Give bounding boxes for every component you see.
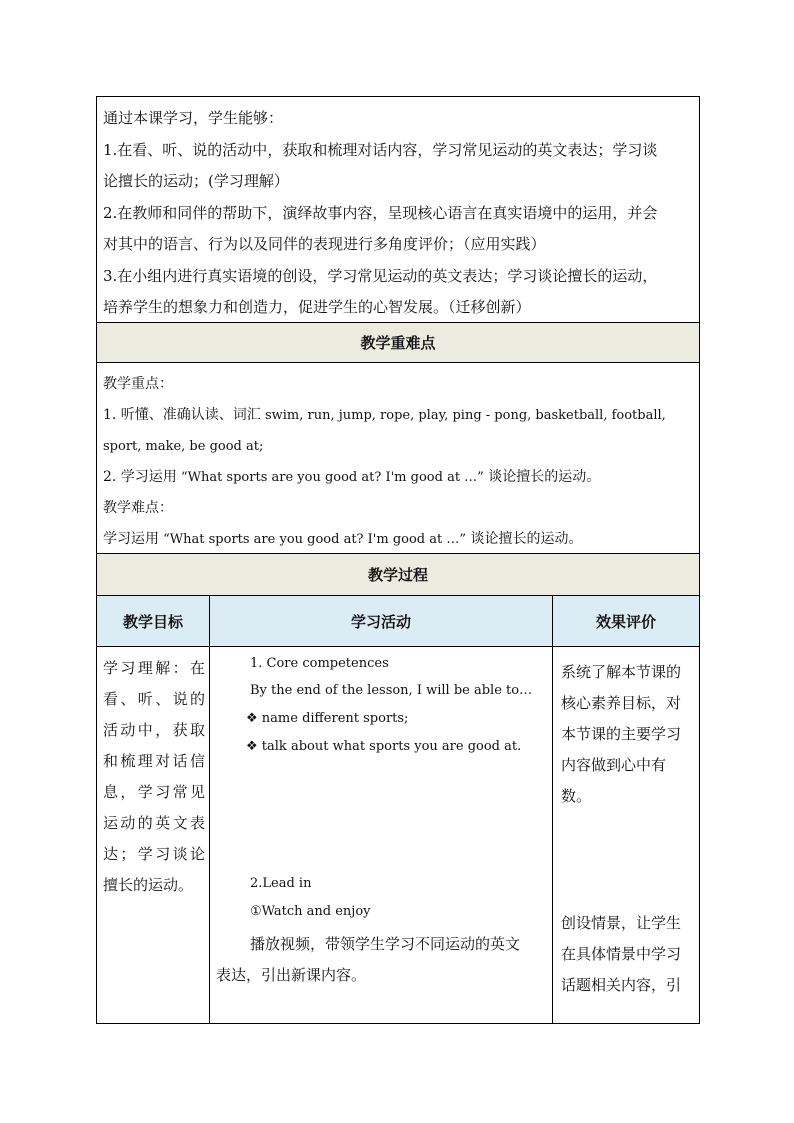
evaluation-1: 系统了解本节课的核心素养目标，对本节课的主要学习内容做到心中有数。 [561, 663, 682, 805]
difficulty-post: 谈论擅长的运动。 [466, 531, 583, 547]
focus-item-2-pre: 2. 学习运用 [103, 469, 177, 485]
lead-in-desc-line-1: 播放视频，带领学生学习不同运动的英文 [250, 935, 521, 953]
goal-3-line-1: 3.在小组内进行真实语境的创设，学习常见运动的英文表达；学习谈论擅长的运动， [103, 266, 658, 285]
goal-1-line-1: 1.在看、听、说的活动中，获取和梳理对话内容，学习常见运动的英文表达；学习谈 [103, 140, 658, 159]
lead-in-title: 2.Lead in [250, 876, 312, 891]
focus-item-2-post: 谈论擅长的运动。 [483, 469, 601, 485]
goals-intro: 通过本课学习，学生能够： [103, 109, 284, 127]
focus-item-1-zh: 1. 听懂、准确认读、词汇 [103, 407, 261, 423]
teaching-goals-section [97, 97, 699, 323]
row-1-goal-cell: 学习理解：在看、听、说的活动中，获取和梳理对话信息，学习常见运动的英文表达；学习谈论擅长的运动。 [97, 647, 210, 1023]
focus-item-1-words: swim, run, jump, rope, play, ping - pong, basketball, football, [260, 408, 666, 423]
focus-item-2 [103, 462, 693, 493]
key-points-header: 教学重难点 [97, 323, 699, 363]
bullet-item-1 [246, 711, 408, 726]
evaluation-2: 创设情景，让学生在具体情景中学习话题相关内容，引 [561, 914, 682, 994]
focus-item-1 [103, 400, 693, 431]
core-competences-line: By the end of the lesson, I will be able to… [250, 683, 533, 698]
row-1-evaluation-cell [553, 647, 699, 1023]
core-competences-title: 1. Core competences [250, 656, 389, 671]
goal-2-line-2: 对其中的语言、行为以及同伴的表现进行多角度评价；（应用实践） [103, 235, 546, 253]
difficulty-label: 教学难点： [103, 500, 173, 516]
goal-3-line-2: 培养学生的想象力和创造力，促进学生的心智发展。（迁移创新） [103, 298, 531, 316]
difficulty-item [103, 524, 693, 555]
key-points-section [97, 363, 699, 554]
lesson-plan-table [96, 96, 700, 1024]
goal-1-line-2: 论擅长的运动；(学习理解） [103, 172, 289, 190]
row-1-activity-cell [210, 647, 553, 1023]
bullet-item-1-text: name different sports; [261, 711, 409, 726]
focus-item-1-words-cont: sport, make, be good at; [103, 439, 264, 454]
focus-label: 教学重点： [103, 376, 173, 392]
bullet-item-2 [246, 739, 521, 754]
bullet-item-2-text: talk about what sports you are good at. [261, 739, 522, 754]
process-column-headers [97, 596, 699, 647]
goal-2-line-1: 2.在教师和同伴的帮助下，演绎故事内容，呈现核心语言在真实语境中的运用，并会 [103, 203, 658, 222]
diamond-bullet-icon: ❖ [246, 739, 258, 754]
column-activity-header: 学习活动 [210, 596, 553, 646]
process-row-1 [97, 647, 699, 1023]
focus-item-2-sentence: “What sports are you good at? I'm good at …” [176, 470, 484, 485]
lead-in-subtitle: ①Watch and enjoy [250, 904, 371, 919]
process-header: 教学过程 [97, 554, 699, 596]
column-evaluation-header: 效果评价 [595, 612, 656, 631]
difficulty-sentence: “What sports are you good at? I'm good at …” [159, 532, 467, 547]
difficulty-pre: 学习运用 [103, 531, 159, 547]
diamond-bullet-icon: ❖ [246, 711, 258, 726]
lead-in-desc-line-2: 表达，引出新课内容。 [216, 966, 367, 984]
column-goal-header: 教学目标 [97, 596, 210, 646]
